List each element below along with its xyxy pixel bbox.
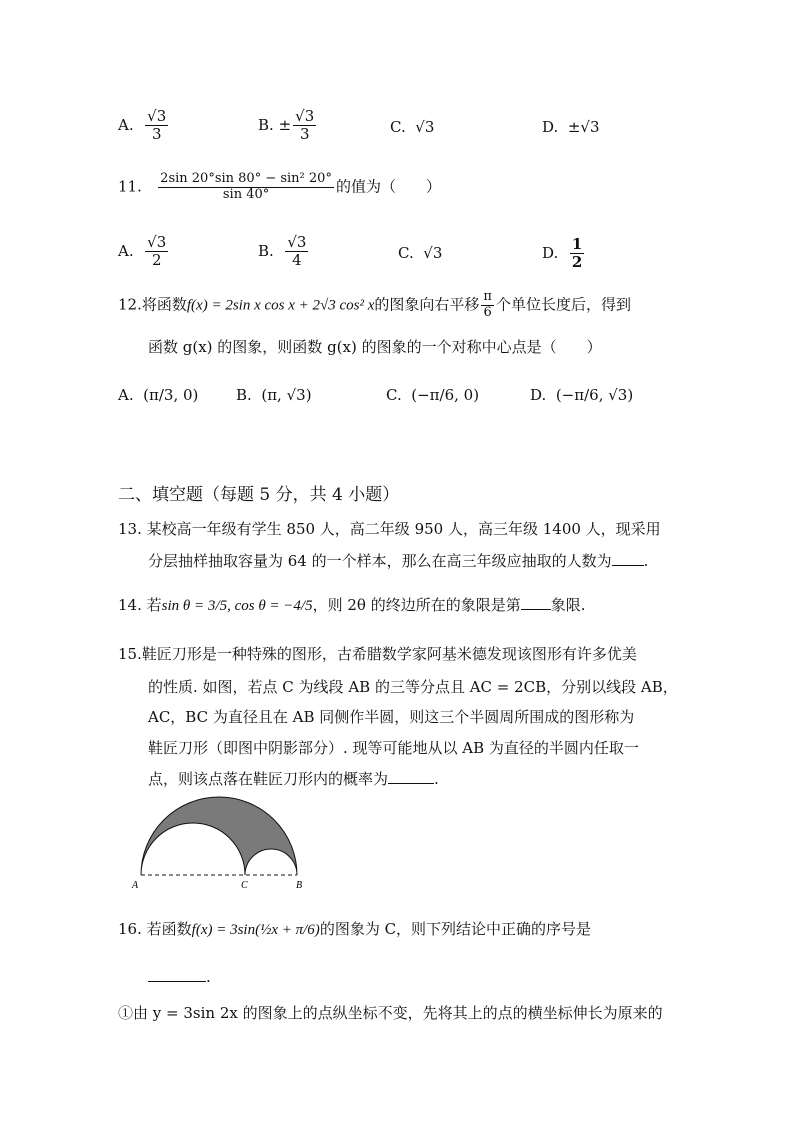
fraction <box>481 290 494 321</box>
q16-item-1: ①由 y = 3sin 2x 的图象上的点纵坐标不变，先将其上的点的横坐标伸长为原来的 <box>118 1004 663 1022</box>
numerator: √3 <box>295 107 315 125</box>
fraction <box>158 172 334 203</box>
question-16 <box>118 918 591 939</box>
question-number: 16. <box>118 920 142 938</box>
q11-option-d <box>542 236 586 272</box>
question-13 <box>118 518 661 539</box>
option-label: B. <box>258 241 274 260</box>
option-label: B. <box>258 115 274 134</box>
fraction <box>570 236 584 272</box>
question-text: 的图象为 C，则下列结论中正确的序号是 <box>319 920 592 938</box>
question-text: 将函数 <box>141 295 187 314</box>
question-text: 的图象向右平移 <box>374 295 480 314</box>
point-a-label: A <box>132 880 139 891</box>
numerator: √3 <box>147 107 167 125</box>
function-expression: f(x) = 3sin(½x + π/6) <box>191 922 320 938</box>
numerator: π <box>483 289 492 304</box>
denominator: 3 <box>299 125 310 144</box>
question-number: 15. <box>118 645 142 663</box>
denominator: 2 <box>151 251 162 270</box>
q12-option-d <box>530 386 633 404</box>
option-label: C. <box>390 118 406 136</box>
condition-expression: sin θ = 3/5, cos θ = −4/5 <box>161 598 313 614</box>
option-label: D. <box>542 118 559 136</box>
q13-line2: 分层抽样抽取容量为 64 的一个样本，那么在高三年级应抽取的人数为 . <box>148 552 649 570</box>
denominator: 6 <box>483 304 492 320</box>
answer-blank[interactable] <box>521 609 551 610</box>
question-text: 鞋匠刀形是一种特殊的图形，古希腊数学家阿基米德发现该图形有许多优美 <box>141 645 637 663</box>
answer-blank[interactable] <box>612 565 644 566</box>
question-text: 函数 g(x) 的图象，则函数 g(x) 的图象的一个对称中心点是（ ） <box>148 338 602 356</box>
option-label: D. <box>542 243 559 262</box>
question-text: 鞋匠刀形（即图中阴影部分）. 现等可能地从以 AB 为直径的半圆内任取一 <box>148 739 639 757</box>
fraction <box>145 234 168 270</box>
question-number: 13. <box>118 520 142 538</box>
q12-option-c <box>386 386 479 404</box>
option-value: (π/3, 0) <box>143 386 199 404</box>
q11-option-c <box>398 244 442 262</box>
numerator: 1 <box>571 235 583 253</box>
q12-option-b <box>236 386 312 404</box>
question-text: 某校高一年级有学生 850 人，高二年级 950 人，高三年级 1400 人，现采用 <box>146 520 661 538</box>
q10-option-d <box>542 118 599 136</box>
numerator: 2sin 20°sin 80° − sin² 20° <box>160 171 332 186</box>
q11-option-b <box>258 234 310 270</box>
q11-option-a <box>118 234 170 270</box>
q16-answer-line: . <box>148 968 211 986</box>
option-value: √3 <box>415 118 435 136</box>
option-value: (−π/6, √3) <box>555 386 634 404</box>
option-label: C. <box>386 386 402 404</box>
q10-option-b <box>258 108 318 144</box>
numerator: √3 <box>147 233 167 251</box>
option-value: (−π/6, 0) <box>411 386 480 404</box>
denominator: sin 40° <box>222 186 270 202</box>
option-label: D. <box>530 386 547 404</box>
question-number: 14. <box>118 596 142 614</box>
denominator: 2 <box>571 253 583 272</box>
option-value: (π, √3) <box>261 386 312 404</box>
option-label: C. <box>398 244 414 262</box>
question-text: ，则 2θ 的终边所在的象限是第 <box>312 596 521 614</box>
q12-option-a <box>118 386 198 404</box>
question-suffix: 的值为（ ） <box>335 177 441 196</box>
q15-line5: 点，则该点落在鞋匠刀形内的概率为 . <box>148 770 439 788</box>
question-12 <box>118 290 631 321</box>
fraction <box>293 108 316 144</box>
function-expression: f(x) = 2sin x cos x + 2√3 cos² x <box>186 297 375 314</box>
q12-line2 <box>148 336 602 357</box>
shaded-region <box>141 797 297 875</box>
question-text: 若函数 <box>146 920 192 938</box>
numerator: √3 <box>287 233 307 251</box>
option-label: B. <box>236 386 252 404</box>
question-15 <box>118 643 637 664</box>
question-text: AC，BC 为直径且在 AB 同侧作半圆，则这三个半圆周所围成的图形称为 <box>148 708 635 726</box>
section-heading: 二、填空题（每题 5 分，共 4 小题） <box>118 485 400 505</box>
question-14 <box>118 594 586 615</box>
q10-option-c <box>390 118 434 136</box>
option-value: ±√3 <box>567 118 600 136</box>
point-c-label: C <box>241 880 248 891</box>
q10-option-a <box>118 108 170 144</box>
option-label: A. <box>118 115 134 134</box>
question-text: 个单位长度后，得到 <box>495 295 631 314</box>
question-text: 象限. <box>550 596 586 614</box>
question-text: 分层抽样抽取容量为 64 的一个样本，那么在高三年级应抽取的人数为 <box>148 552 612 570</box>
fraction <box>145 108 168 144</box>
question-number: 11. <box>118 177 142 196</box>
denominator: 4 <box>292 251 302 270</box>
option-label: A. <box>118 386 134 404</box>
question-11 <box>118 172 441 203</box>
point-b-label: B <box>296 880 303 891</box>
question-text: 的性质. 如图，若点 C 为线段 AB 的三等分点且 AC = 2CB，分别以线段 AB， <box>148 678 678 696</box>
plus-minus: ± <box>278 115 292 134</box>
option-label: A. <box>118 241 134 260</box>
question-number: 12. <box>118 295 142 314</box>
arbelos-figure <box>128 795 318 895</box>
denominator: 3 <box>151 125 162 144</box>
fraction <box>285 234 308 270</box>
question-text: 点，则该点落在鞋匠刀形内的概率为 <box>148 770 389 788</box>
option-value: √3 <box>423 244 443 262</box>
answer-blank[interactable] <box>148 981 206 982</box>
question-text: 若 <box>146 596 162 614</box>
answer-blank[interactable] <box>388 783 434 784</box>
